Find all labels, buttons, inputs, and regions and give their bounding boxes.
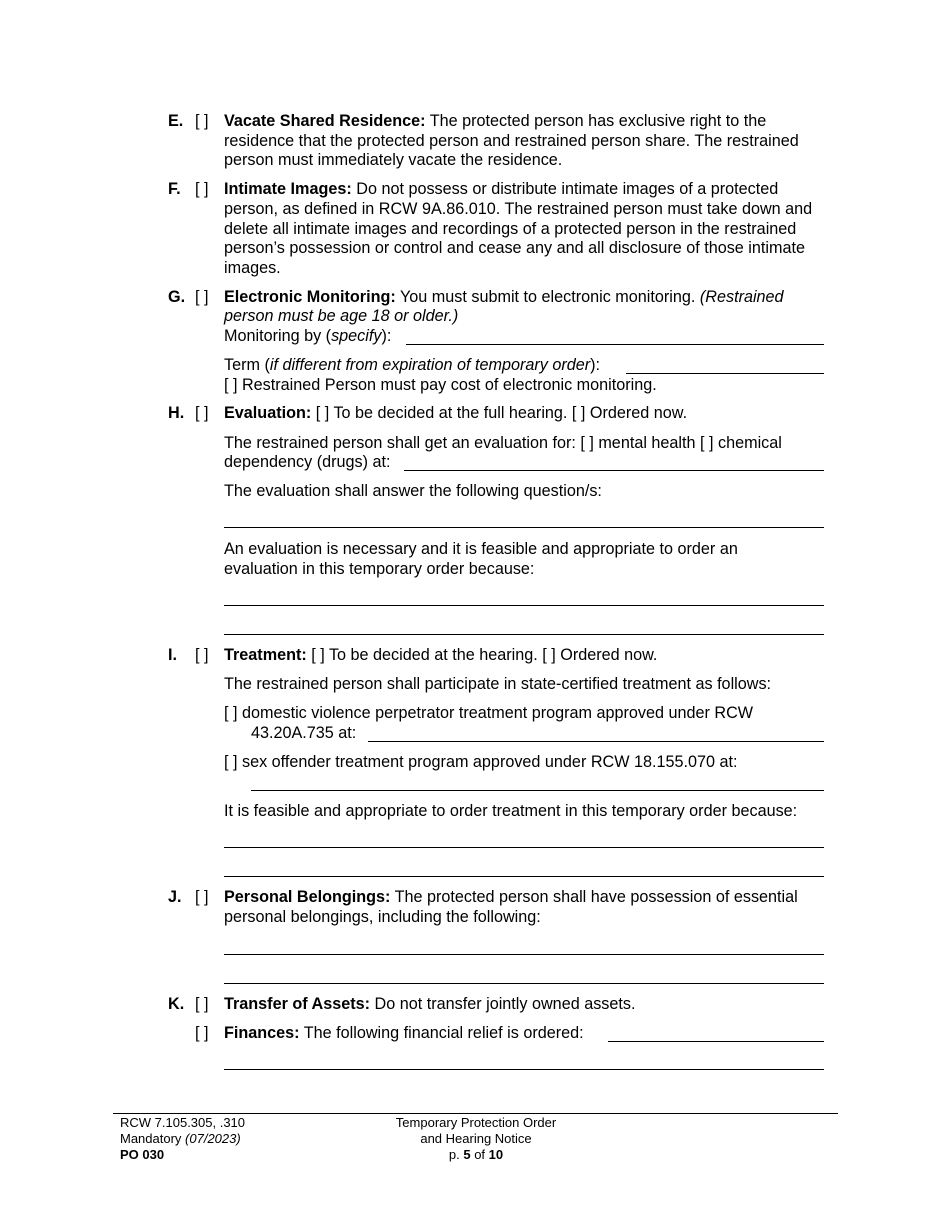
footer-mandatory: Mandatory (07/2023) — [120, 1131, 241, 1146]
finances-field-1[interactable] — [608, 1041, 824, 1042]
item-letter-e: E. — [168, 112, 184, 130]
item-j-line-1: Personal Belongings: The protected person shall have possession of essential — [224, 888, 798, 906]
checkbox-transfer-assets[interactable]: [ ] — [195, 995, 209, 1013]
item-k-title: Transfer of Assets: — [224, 995, 371, 1013]
checkbox-intimate-images[interactable]: [ ] — [195, 180, 209, 198]
item-g-note: person must be age 18 or older.) — [224, 307, 459, 325]
checkbox-evaluation[interactable]: [ ] — [195, 404, 209, 422]
item-letter-j: J. — [168, 888, 182, 906]
evaluation-for-line: The restrained person shall get an evaluation for: [ ] mental health [ ] chemical — [224, 434, 782, 452]
item-g-line-1: Electronic Monitoring: You must submit to electronic monitoring. (Restrained — [224, 288, 784, 306]
evaluation-questions-label: The evaluation shall answer the following question/s: — [224, 482, 602, 500]
belongings-field-1[interactable] — [224, 954, 824, 955]
checkbox-personal-belongings[interactable]: [ ] — [195, 888, 209, 906]
footer-form-id: PO 030 — [120, 1147, 165, 1162]
checkbox-electronic-monitoring[interactable]: [ ] — [195, 288, 209, 306]
item-letter-i: I. — [168, 646, 177, 664]
evaluation-reason-field-2[interactable] — [224, 634, 824, 635]
item-i-title: Treatment: — [224, 646, 307, 664]
footer-page-number: p. 5 of 10 — [448, 1147, 504, 1162]
checkbox-sex-offender-treatment[interactable]: [ ] sex offender treatment program approved under RCW 18.155.070 at: — [224, 753, 738, 771]
item-k-line-1: Transfer of Assets: Do not transfer jointly owned assets. — [224, 995, 636, 1013]
sex-offender-location-field[interactable] — [251, 790, 824, 791]
footer-center — [376, 1115, 576, 1163]
finances-title: Finances: — [224, 1024, 300, 1042]
footer-left — [120, 1115, 245, 1163]
item-f-line-3: delete all intimate images and recordings of a protected person in the restrained — [224, 220, 797, 238]
finances-line: Finances: The following financial relief is ordered: — [224, 1024, 584, 1042]
item-h-line-1: Evaluation: [ ] To be decided at the full hearing. [ ] Ordered now. — [224, 404, 688, 422]
evaluation-dependency-line: dependency (drugs) at: — [224, 453, 391, 471]
treatment-reason-field-1[interactable] — [224, 847, 824, 848]
footer-divider — [113, 1113, 838, 1114]
dv-treatment-location-field[interactable] — [368, 741, 824, 742]
finances-field-2[interactable] — [224, 1069, 824, 1070]
item-i-line-1: Treatment: [ ] To be decided at the hearing. [ ] Ordered now. — [224, 646, 658, 664]
item-f-line-4: person’s possession or control and cease any and all disclosure of those intimate — [224, 239, 805, 257]
item-f-line-5: images. — [224, 259, 281, 277]
item-letter-f: F. — [168, 180, 181, 198]
term-field[interactable] — [626, 373, 824, 374]
treatment-intro: The restrained person shall participate in state-certified treatment as follows: — [224, 675, 772, 693]
item-e-title: Vacate Shared Residence: — [224, 112, 426, 130]
item-f-line-2: person, as defined in RCW 9A.86.010. The restrained person must take down and — [224, 200, 813, 218]
item-j-line-2: personal belongings, including the following: — [224, 908, 541, 926]
item-e-line-3: person must immediately vacate the residence. — [224, 151, 563, 169]
treatment-reason-field-2[interactable] — [224, 876, 824, 877]
footer-title-2: and Hearing Notice — [420, 1131, 532, 1146]
monitoring-by-label: Monitoring by (specify): — [224, 327, 392, 345]
item-letter-h: H. — [168, 404, 185, 422]
item-e-line-1: Vacate Shared Residence: The protected person has exclusive right to the — [224, 112, 767, 130]
item-letter-g: G. — [168, 288, 186, 306]
checkbox-finances[interactable]: [ ] — [195, 1024, 209, 1042]
monitoring-by-field[interactable] — [406, 344, 824, 345]
item-f-line-1: Intimate Images: Do not possess or distribute intimate images of a protected — [224, 180, 779, 198]
checkbox-dv-treatment[interactable]: [ ] domestic violence perpetrator treatment program approved under RCW — [224, 704, 754, 722]
item-j-title: Personal Belongings: — [224, 888, 391, 906]
evaluation-necessary-line-2: evaluation in this temporary order because: — [224, 560, 535, 578]
evaluation-questions-field[interactable] — [224, 527, 824, 528]
checkbox-monitoring-cost[interactable]: [ ] Restrained Person must pay cost of electronic monitoring. — [224, 376, 657, 394]
term-label: Term (if different from expiration of temporary order): — [224, 356, 601, 374]
item-h-title: Evaluation: — [224, 404, 312, 422]
belongings-field-2[interactable] — [224, 983, 824, 984]
item-letter-k: K. — [168, 995, 185, 1013]
checkbox-vacate-residence[interactable]: [ ] — [195, 112, 209, 130]
evaluation-reason-field-1[interactable] — [224, 605, 824, 606]
item-e-line-2: residence that the protected person and restrained person share. The restrained — [224, 132, 799, 150]
item-f-title: Intimate Images: — [224, 180, 352, 198]
treatment-feasible-label: It is feasible and appropriate to order treatment in this temporary order because: — [224, 802, 798, 820]
checkbox-treatment[interactable]: [ ] — [195, 646, 209, 664]
footer-rcw: RCW 7.105.305, .310 — [120, 1115, 246, 1130]
dv-treatment-line-2: 43.20A.735 at: — [251, 724, 357, 742]
item-g-title: Electronic Monitoring: — [224, 288, 396, 306]
evaluation-location-field[interactable] — [404, 470, 824, 471]
evaluation-necessary-line-1: An evaluation is necessary and it is feasible and appropriate to order an — [224, 540, 738, 558]
footer-title-1: Temporary Protection Order — [395, 1115, 557, 1130]
